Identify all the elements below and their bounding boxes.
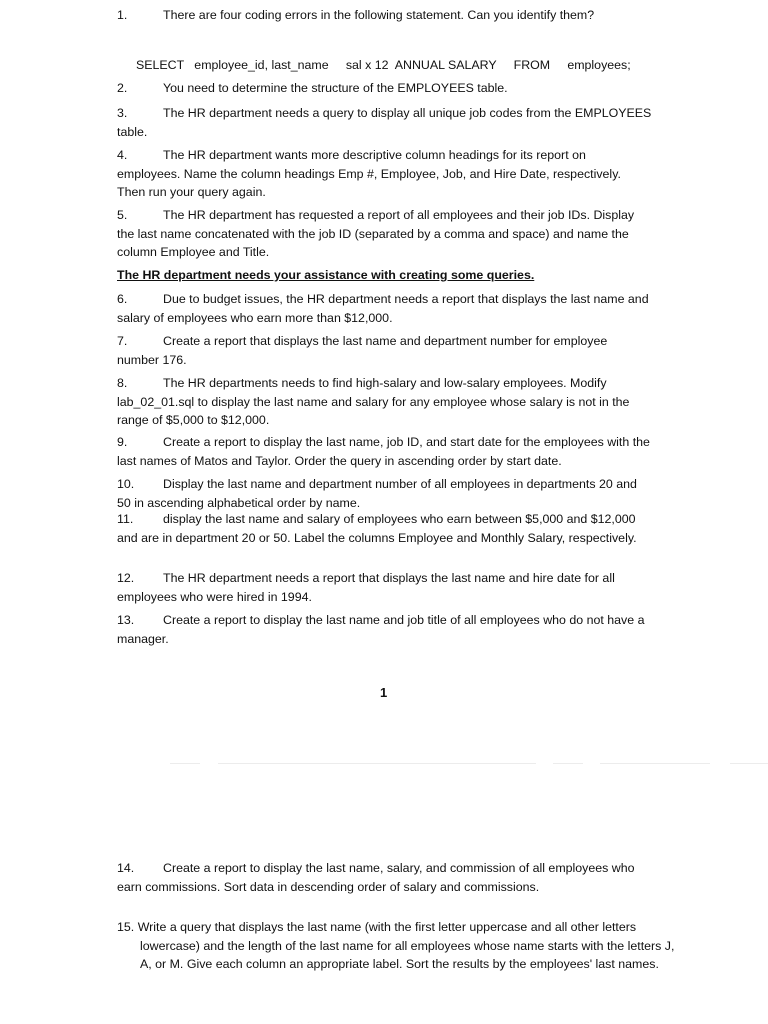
question-text: You need to determine the structure of the EMPLOYEES table. — [163, 81, 508, 95]
question-number: 7. — [117, 334, 128, 348]
question-text: There are four coding errors in the following statement. Can you identify them? — [163, 8, 595, 22]
question-number: 11. — [117, 512, 134, 526]
question-text: display the last name and salary of employees who earn between $5,000 and $12,000 and are in department 20 or 50. Label the columns Employee and Monthly Salary, respectively. — [117, 512, 637, 545]
question-5 — [117, 206, 652, 262]
question-3 — [117, 104, 652, 141]
question-15 — [117, 918, 680, 974]
question-text: Create a report that displays the last name and department number for employee number 176. — [117, 334, 608, 367]
question-number: 14. — [117, 861, 135, 875]
question-number: 8. — [117, 376, 128, 390]
section-heading: The HR department needs your assistance with creating some queries. — [117, 268, 535, 282]
question-number: 6. — [117, 292, 128, 306]
question-number: 4. — [117, 148, 128, 162]
question-text: Due to budget issues, the HR department needs a report that displays the last name and salary of employees who earn more than $12,000. — [117, 292, 649, 325]
question-text: The HR departments needs to find high-salary and low-salary employees. Modify lab_02_01.sql to display the last name and salary for any employee whose salary is not in the range of $5,000 to $12,000. — [117, 376, 630, 427]
question-7 — [117, 332, 652, 369]
page-divider — [730, 763, 768, 764]
question-text: The HR department wants more descriptive column headings for its report on employees. Name the column headings Emp #, Employee, Job, and Hire Date, respectively. Then run your query again. — [117, 148, 621, 199]
question-number: 12. — [117, 571, 135, 585]
question-2 — [117, 79, 652, 98]
question-9 — [117, 433, 652, 470]
page-number: 1 — [380, 685, 388, 700]
question-text: The HR department has requested a report of all employees and their job IDs. Display the last name concatenated with the job ID (separated by a comma and space) and name the column Employee and Title. — [117, 208, 635, 259]
question-number: 9. — [117, 435, 128, 449]
question-text: The HR department needs a report that displays the last name and hire date for all employees who were hired in 1994. — [117, 571, 615, 604]
question-text: Display the last name and department number of all employees in departments 20 and 50 in ascending alphabetical order by name. — [117, 477, 637, 510]
question-number: 5. — [117, 208, 128, 222]
question-text: Write a query that displays the last name (with the first letter uppercase and all other letters lowercase) and the length of the last name for all employees whose name starts with the letters J, A, or M. Give each column an appropriate label. Sort the results by the employees' last names. — [137, 920, 675, 971]
question-1 — [117, 6, 652, 25]
question-text: Create a report to display the last name, job ID, and start date for the employees with the last names of Matos and Taylor. Order the query in ascending order by start date. — [117, 435, 650, 468]
question-6 — [117, 290, 652, 327]
page-divider — [600, 763, 710, 764]
question-8 — [117, 374, 652, 430]
question-text: The HR department needs a query to display all unique job codes from the EMPLOYEES table. — [117, 106, 652, 139]
question-number: 13. — [117, 613, 135, 627]
question-number: 15. — [117, 920, 135, 934]
question-12 — [117, 569, 652, 606]
question-11 — [117, 510, 652, 547]
question-number: 2. — [117, 81, 128, 95]
question-text: Create a report to display the last name, salary, and commission of all employees who earn commissions. Sort data in descending order of salary and commissions. — [117, 861, 635, 894]
question-4 — [117, 146, 652, 202]
page-divider — [218, 763, 536, 764]
sql-statement: SELECT employee_id, last_name sal x 12 ANNUAL SALARY FROM employees; — [136, 58, 631, 72]
page-divider — [553, 763, 583, 764]
question-number: 3. — [117, 106, 128, 120]
page-divider — [170, 763, 200, 764]
question-number: 1. — [117, 8, 128, 22]
question-10 — [117, 475, 652, 512]
question-number: 10. — [117, 477, 135, 491]
question-14 — [117, 859, 652, 896]
question-text: Create a report to display the last name and job title of all employees who do not have a manager. — [117, 613, 645, 646]
question-13 — [117, 611, 652, 648]
